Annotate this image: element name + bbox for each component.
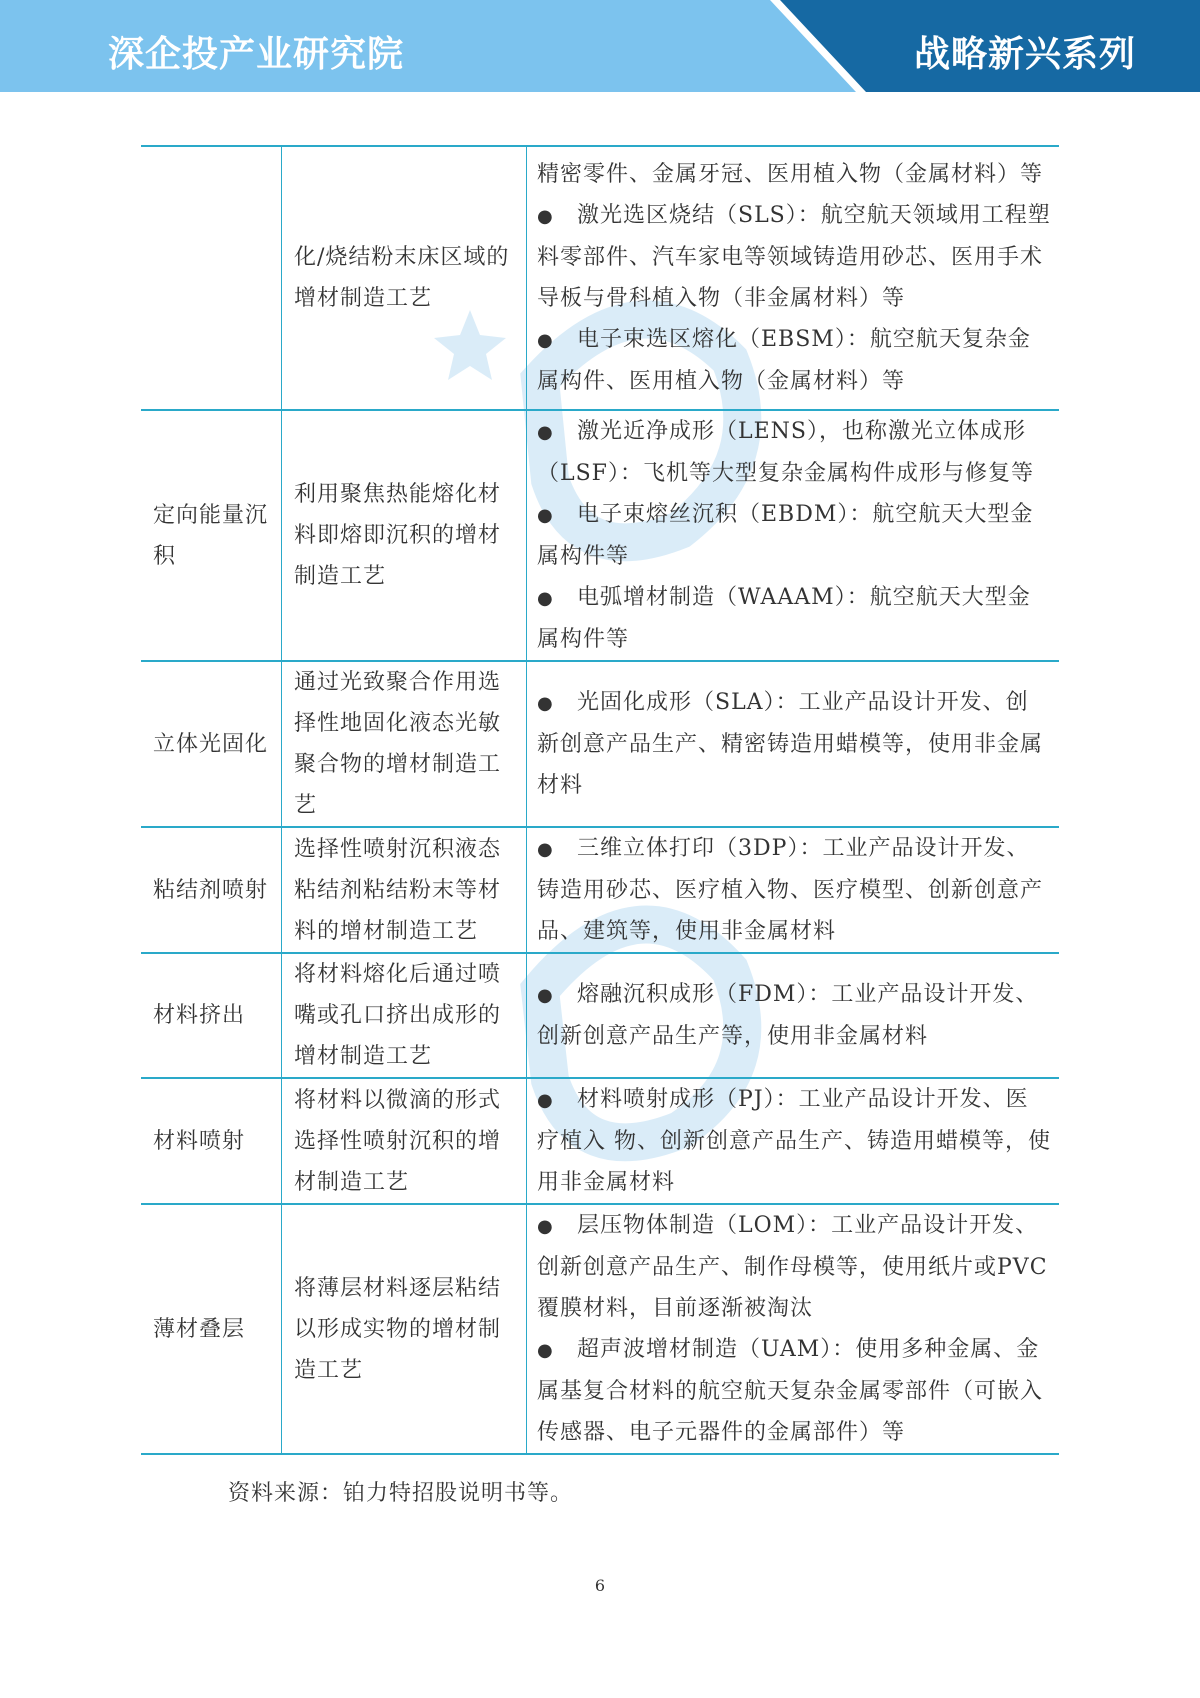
bullet-icon: ● <box>537 505 554 526</box>
table-row <box>141 1078 1059 1204</box>
description-cell: 将材料以微滴的形式选择性喷射沉积的增材制造工艺 <box>282 1078 527 1204</box>
list-item: ● 激光近净成形（LENS），也称激光立体成形（LSF）：飞机等大型复杂金属构件成形与修复等 <box>537 411 1051 494</box>
list-item: ● 光固化成形（SLA）：工业产品设计开发、创新创意产品生产、精密铸造用蜡模等，使用非金属材料 <box>537 682 1051 806</box>
bullet-icon: ● <box>537 839 554 860</box>
category-cell: 立体光固化 <box>141 661 282 827</box>
category-cell: 定向能量沉积 <box>141 410 282 661</box>
page-header <box>0 0 1200 92</box>
series-title: 战略新兴系列 <box>913 34 1136 75</box>
bullet-icon: ● <box>537 693 554 714</box>
bullet-icon: ● <box>537 206 554 227</box>
table-row <box>141 146 1059 410</box>
list-item: ● 层压物体制造（LOM）：工业产品设计开发、创新创意产品生产、制作母模等，使用纸片或PVC覆膜材料，目前逐渐被淘汰 <box>537 1205 1051 1329</box>
list-item: ● 超声波增材制造（UAM）：使用多种金属、金属基复合材料的航空航天复杂金属零部件（可嵌入传感器、电子元器件的金属部件）等 <box>537 1329 1051 1453</box>
applications-cell <box>527 953 1060 1078</box>
page-number: 6 <box>594 1576 606 1595</box>
table-row <box>141 827 1059 953</box>
list-item: ● 材料喷射成形（PJ）：工业产品设计开发、医疗植入 物、创新创意产品生产、铸造用蜡模等，使用非金属材料 <box>537 1079 1051 1203</box>
table-row <box>141 1204 1059 1454</box>
category-cell <box>141 146 282 410</box>
description-cell: 选择性喷射沉积液态粘结剂粘结粉末等材料的增材制造工艺 <box>282 827 527 953</box>
lead-text: 精密零件、金属牙冠、医用植入物（金属材料）等 <box>537 162 1044 187</box>
process-table <box>141 145 1059 1455</box>
list-item: ● 三维立体打印（3DP）：工业产品设计开发、铸造用砂芯、医疗植入物、医疗模型、创新创意产品、建筑等，使用非金属材料 <box>537 828 1051 952</box>
applications-cell <box>527 827 1060 953</box>
bullet-icon: ● <box>537 1090 554 1111</box>
bullet-icon: ● <box>537 1340 554 1361</box>
bullet-icon: ● <box>537 985 554 1006</box>
table-row <box>141 953 1059 1078</box>
description-cell: 将薄层材料逐层粘结以形成实物的增材制造工艺 <box>282 1204 527 1454</box>
bullet-icon: ● <box>537 588 554 609</box>
list-item: ● 电子束选区熔化（EBSM）：航空航天复杂金属构件、医用植入物（金属材料）等 <box>537 319 1051 402</box>
category-cell: 粘结剂喷射 <box>141 827 282 953</box>
category-cell: 材料挤出 <box>141 953 282 1078</box>
category-cell: 材料喷射 <box>141 1078 282 1204</box>
list-item: ● 熔融沉积成形（FDM）：工业产品设计开发、创新创意产品生产等，使用非金属材料 <box>537 974 1051 1057</box>
applications-cell <box>527 661 1060 827</box>
bullet-icon: ● <box>537 422 554 443</box>
table-row <box>141 410 1059 661</box>
applications-cell <box>527 1078 1060 1204</box>
institute-title: 深企投产业研究院 <box>108 34 405 75</box>
description-cell: 利用聚焦热能熔化材料即熔即沉积的增材制造工艺 <box>282 410 527 661</box>
applications-cell <box>527 1204 1060 1454</box>
bullet-icon: ● <box>537 1216 554 1237</box>
bullet-icon: ● <box>537 330 554 351</box>
list-item: ● 激光选区烧结（SLS）：航空航天领域用工程塑料零部件、汽车家电等领域铸造用砂芯、医用手术导板与骨科植入物（非金属材料）等 <box>537 195 1051 319</box>
category-cell: 薄材叠层 <box>141 1204 282 1454</box>
source-note: 资料来源：铂力特招股说明书等。 <box>228 1481 574 1506</box>
list-item: ● 电弧增材制造（WAAAM）：航空航天大型金属构件等 <box>537 577 1051 660</box>
list-item: ● 电子束熔丝沉积（EBDM）：航空航天大型金属构件等 <box>537 494 1051 577</box>
applications-cell <box>527 146 1060 410</box>
description-cell: 化/烧结粉末床区域的增材制造工艺 <box>282 146 527 410</box>
applications-cell <box>527 410 1060 661</box>
table-row <box>141 661 1059 827</box>
description-cell: 通过光致聚合作用选择性地固化液态光敏聚合物的增材制造工艺 <box>282 661 527 827</box>
description-cell: 将材料熔化后通过喷嘴或孔口挤出成形的增材制造工艺 <box>282 953 527 1078</box>
